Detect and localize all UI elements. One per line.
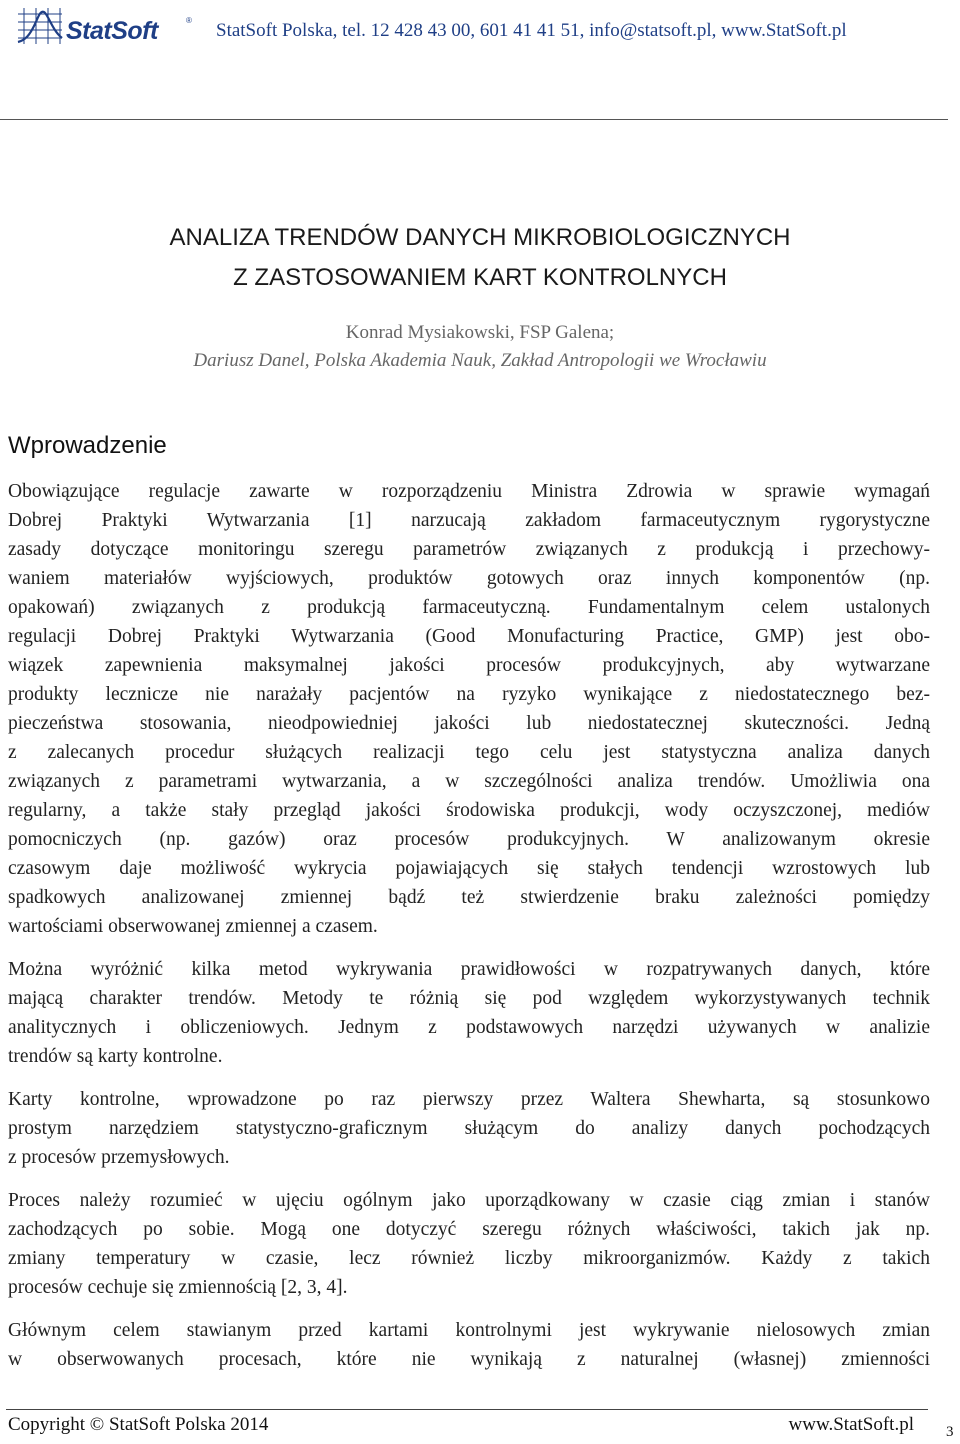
text-line: produkty lecznicze nie narażały pacjentów na ryzyko wynikające z niedostatecznego bez- — [8, 684, 930, 705]
footer-website: www.StatSoft.pl — [788, 1414, 914, 1435]
paragraph-3 — [8, 1085, 930, 1172]
page-number: 3 — [946, 1424, 954, 1440]
text-line: z procesów przemysłowych. — [8, 1147, 230, 1168]
text-line: wiązek zapewnienia maksymalnej jakości procesów produkcyjnych, aby wytwarzane — [8, 655, 930, 676]
text-line: związanych z parametrami wytwarzania, a w szczególności analiza trendów. Umożliwia ona — [8, 771, 930, 792]
text-line: zachodzących po sobie. Mogą one dotyczyć szeregu różnych właściwości, takich jak np. — [8, 1219, 930, 1240]
paragraph-4 — [8, 1186, 930, 1302]
text-line: Można wyróżnić kilka metod wykrywania prawidłowości w rozpatrywanych danych, które — [8, 959, 930, 980]
text-line: z zalecanych procedur służących realizacji tego celu jest statystyczna analiza danych — [8, 742, 930, 763]
footer-copyright: Copyright © StatSoft Polska 2014 — [8, 1414, 269, 1435]
logo-chart-icon — [14, 4, 66, 48]
text-line: Karty kontrolne, wprowadzone po raz pierwszy przez Waltera Shewharta, są stosunkowo — [8, 1089, 930, 1110]
text-line: Dobrej Praktyki Wytwarzania [1] narzucają zakładom farmaceutycznym rygorystyczne — [8, 510, 930, 531]
text-line: trendów są karty kontrolne. — [8, 1046, 223, 1067]
text-line: w obserwowanych procesach, które nie wynikają z naturalnej (własnej) zmienności — [8, 1349, 930, 1370]
header-contact-info: StatSoft Polska, tel. 12 428 43 00, 601 41 41 51, info@statsoft.pl, www.StatSoft.pl — [216, 20, 847, 41]
page-header — [0, 0, 960, 120]
text-line: regulacji Dobrej Praktyki Wytwarzania (Good Monufacturing Practice, GMP) jest obo- — [8, 626, 930, 647]
text-line: Proces należy rozumieć w ujęciu ogólnym jako uporządkowany w czasie ciąg zmian i stanów — [8, 1190, 930, 1211]
statsoft-logo — [14, 4, 194, 48]
header-divider — [0, 119, 948, 120]
text-line: waniem materiałów wyjściowych, produktów gotowych oraz innych komponentów (np. — [8, 568, 930, 589]
paragraph-2 — [8, 955, 930, 1071]
text-line: regularny, a także stały przegląd jakości środowiska produkcji, wody oczyszczonej, mediów — [8, 800, 930, 821]
text-line: Głównym celem stawianym przed kartami kontrolnymi jest wykrywanie nielosowych zmian — [8, 1320, 930, 1341]
text-line: analitycznych i obliczeniowych. Jednym z podstawowych narzędzi używanych w analizie — [8, 1017, 930, 1038]
affiliation: Dariusz Danel, Polska Akademia Nauk, Zakład Antropologii we Wrocławiu — [193, 350, 767, 371]
text-line: zasady dotyczące monitoringu szeregu parametrów związanych z produkcją i przechowy- — [8, 539, 930, 560]
title-line-1: ANALIZA TRENDÓW DANYCH MIKROBIOLOGICZNYCH — [169, 224, 791, 251]
text-line: zmiany temperatury w czasie, lecz również liczby mikroorganizmów. Każdy z takich — [8, 1248, 930, 1269]
paragraph-1 — [8, 477, 930, 941]
text-line: opakowań) związanych z produkcją farmaceutyczną. Fundamentalnym celem ustalonych — [8, 597, 930, 618]
authors: Konrad Mysiakowski, FSP Galena; — [345, 322, 615, 343]
text-line: czasowym daje możliwość wykrycia pojawiających się stałych tendencji wzrostowych lub — [8, 858, 930, 879]
paragraph-5 — [8, 1316, 930, 1374]
title-line-2: Z ZASTOSOWANIEM KART KONTROLNYCH — [233, 264, 727, 291]
text-line: Obowiązujące regulacje zawarte w rozporządzeniu Ministra Zdrowia w sprawie wymagań — [8, 481, 930, 502]
text-line: procesów cechuje się zmiennością [2, 3, 4]. — [8, 1277, 348, 1298]
registered-mark: ® — [186, 16, 192, 25]
section-heading: Wprowadzenie — [8, 432, 167, 459]
text-line: pieczeństwa stosowania, nieodpowiedniej jakości lub niedostatecznej skuteczności. Jedną — [8, 713, 930, 734]
text-line: pomocniczych (np. gazów) oraz procesów produkcyjnych. W analizowanym okresie — [8, 829, 930, 850]
text-line: wartościami obserwowanej zmiennej a czasem. — [8, 916, 378, 937]
text-line: spadkowych analizowanej zmiennej bądź też stwierdzenie braku zależności pomiędzy — [8, 887, 930, 908]
text-line: prostym narzędziem statystyczno-graficznym służącym do analizy danych pochodzących — [8, 1118, 930, 1139]
footer-divider — [6, 1409, 928, 1410]
logo-wordmark: StatSoft — [66, 17, 158, 45]
text-line: mającą charakter trendów. Metody te różnią się pod względem wykorzystywanych technik — [8, 988, 930, 1009]
